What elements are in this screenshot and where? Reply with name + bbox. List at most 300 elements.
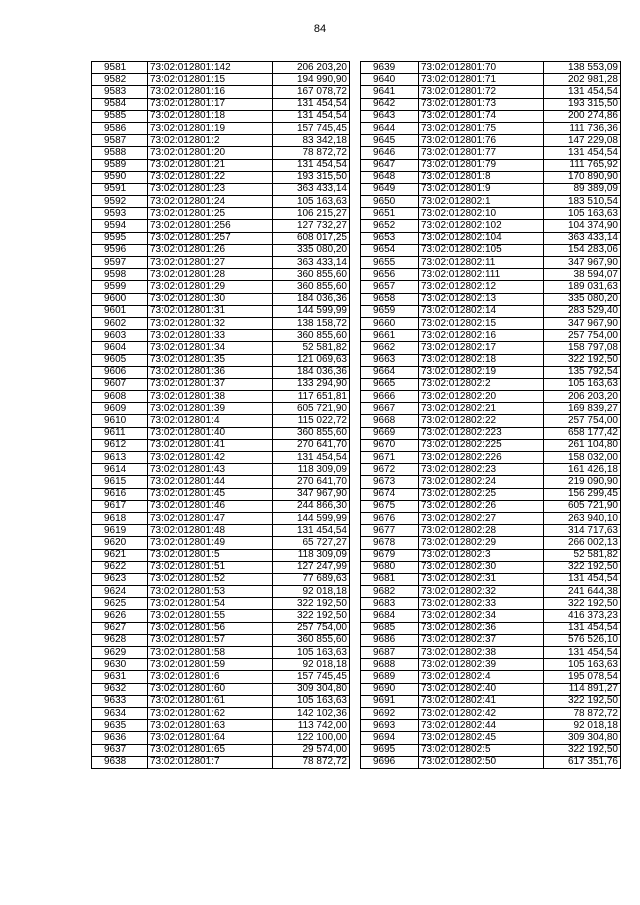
cadastral-number-cell: 73:02:012801:65: [148, 744, 273, 756]
row-number-cell: 9592: [92, 196, 148, 208]
cadastral-number-cell: 73:02:012802:111: [419, 269, 544, 281]
row-number-cell: 9688: [361, 659, 419, 671]
value-cell: 195 078,54: [544, 671, 621, 683]
cadastral-number-cell: 73:02:012802:27: [419, 512, 544, 524]
table-row: [92, 366, 350, 378]
table-row: [361, 330, 621, 342]
value-cell: 111 765,92: [544, 159, 621, 171]
table-row: [361, 598, 621, 610]
cadastral-number-cell: 73:02:012801:45: [148, 488, 273, 500]
cadastral-number-cell: 73:02:012802:13: [419, 293, 544, 305]
row-number-cell: 9657: [361, 281, 419, 293]
value-cell: 105 163,63: [273, 695, 350, 707]
cadastral-number-cell: 73:02:012801:39: [148, 403, 273, 415]
cadastral-number-cell: 73:02:012801:47: [148, 512, 273, 524]
cadastral-number-cell: 73:02:012801:34: [148, 342, 273, 354]
row-number-cell: 9682: [361, 586, 419, 598]
row-number-cell: 9683: [361, 598, 419, 610]
cadastral-number-cell: 73:02:012802:31: [419, 573, 544, 585]
row-number-cell: 9629: [92, 647, 148, 659]
cadastral-number-cell: 73:02:012802:42: [419, 707, 544, 719]
value-cell: 189 031,63: [544, 281, 621, 293]
cadastral-number-cell: 73:02:012801:44: [148, 476, 273, 488]
table-row: [92, 671, 350, 683]
value-cell: 263 940,10: [544, 512, 621, 524]
table-row: [361, 305, 621, 317]
cadastral-number-cell: 73:02:012801:71: [419, 74, 544, 86]
table-row: [92, 732, 350, 744]
table-row: [361, 647, 621, 659]
cadastral-number-cell: 73:02:012802:38: [419, 647, 544, 659]
value-cell: 270 641,70: [273, 476, 350, 488]
row-number-cell: 9628: [92, 634, 148, 646]
cadastral-number-cell: 73:02:012802:29: [419, 537, 544, 549]
value-cell: 200 274,86: [544, 110, 621, 122]
value-cell: 118 309,09: [273, 549, 350, 561]
table-row: [92, 720, 350, 732]
value-cell: 605 721,90: [544, 500, 621, 512]
row-number-cell: 9675: [361, 500, 419, 512]
value-cell: 360 855,60: [273, 427, 350, 439]
cadastral-number-cell: 73:02:012801:257: [148, 232, 273, 244]
row-number-cell: 9692: [361, 707, 419, 719]
table-row: [361, 500, 621, 512]
value-cell: 309 304,80: [273, 683, 350, 695]
value-cell: 78 872,72: [544, 707, 621, 719]
cadastral-number-cell: 73:02:012801:4: [148, 415, 273, 427]
table-row: [361, 427, 621, 439]
table-row: [361, 683, 621, 695]
value-cell: 115 022,72: [273, 415, 350, 427]
cadastral-number-cell: 73:02:012801:7: [148, 756, 273, 768]
row-number-cell: 9640: [361, 74, 419, 86]
table-row: [361, 391, 621, 403]
value-cell: 158 797,08: [544, 342, 621, 354]
table-row: [92, 549, 350, 561]
row-number-cell: 9590: [92, 171, 148, 183]
cadastral-number-cell: 73:02:012802:28: [419, 525, 544, 537]
cadastral-number-cell: 73:02:012801:20: [148, 147, 273, 159]
cadastral-number-cell: 73:02:012801:18: [148, 110, 273, 122]
value-cell: 114 891,27: [544, 683, 621, 695]
cadastral-number-cell: 73:02:012802:33: [419, 598, 544, 610]
value-cell: 92 018,18: [273, 586, 350, 598]
table-row: [92, 512, 350, 524]
page-number: 84: [313, 23, 327, 35]
row-number-cell: 9625: [92, 598, 148, 610]
cadastral-number-cell: 73:02:012802:30: [419, 561, 544, 573]
row-number-cell: 9631: [92, 671, 148, 683]
table-row: [361, 610, 621, 622]
cadastral-number-cell: 73:02:012801:17: [148, 98, 273, 110]
value-cell: 170 890,90: [544, 171, 621, 183]
cadastral-number-cell: 73:02:012801:46: [148, 500, 273, 512]
value-cell: 154 283,06: [544, 244, 621, 256]
value-cell: 261 104,80: [544, 439, 621, 451]
value-cell: 117 651,81: [273, 391, 350, 403]
cadastral-number-cell: 73:02:012802:1: [419, 196, 544, 208]
value-cell: 157 745,45: [273, 671, 350, 683]
table-row: [361, 744, 621, 756]
cadastral-number-cell: 73:02:012802:44: [419, 720, 544, 732]
row-number-cell: 9607: [92, 378, 148, 390]
value-cell: 83 342,18: [273, 135, 350, 147]
table-row: [92, 573, 350, 585]
table-row: [361, 415, 621, 427]
table-row: [92, 403, 350, 415]
row-number-cell: 9651: [361, 208, 419, 220]
value-cell: 169 839,27: [544, 403, 621, 415]
value-cell: 135 792,54: [544, 366, 621, 378]
table-row: [92, 659, 350, 671]
cadastral-number-cell: 73:02:012801:21: [148, 159, 273, 171]
table-row: [92, 147, 350, 159]
table-row: [361, 122, 621, 134]
value-cell: 206 203,20: [544, 391, 621, 403]
row-number-cell: 9644: [361, 122, 419, 134]
value-cell: 206 203,20: [273, 62, 350, 74]
row-number-cell: 9663: [361, 354, 419, 366]
cadastral-number-cell: 73:02:012801:77: [419, 147, 544, 159]
value-cell: 118 309,09: [273, 464, 350, 476]
table-row: [361, 476, 621, 488]
cadastral-number-cell: 73:02:012802:14: [419, 305, 544, 317]
value-cell: 244 866,30: [273, 500, 350, 512]
table-row: [92, 330, 350, 342]
cadastral-number-cell: 73:02:012801:49: [148, 537, 273, 549]
row-number-cell: 9612: [92, 439, 148, 451]
table-row: [361, 634, 621, 646]
row-number-cell: 9659: [361, 305, 419, 317]
value-cell: 131 454,54: [273, 110, 350, 122]
value-cell: 360 855,60: [273, 634, 350, 646]
cadastral-number-cell: 73:02:012802:24: [419, 476, 544, 488]
value-cell: 347 967,90: [544, 317, 621, 329]
table-row: [361, 488, 621, 500]
cadastral-number-cell: 73:02:012802:10: [419, 208, 544, 220]
value-cell: 131 454,54: [273, 98, 350, 110]
row-number-cell: 9635: [92, 720, 148, 732]
row-number-cell: 9597: [92, 257, 148, 269]
cadastral-number-cell: 73:02:012801:70: [419, 62, 544, 74]
row-number-cell: 9602: [92, 317, 148, 329]
value-cell: 322 192,50: [544, 354, 621, 366]
cadastral-number-cell: 73:02:012802:16: [419, 330, 544, 342]
row-number-cell: 9596: [92, 244, 148, 256]
row-number-cell: 9581: [92, 62, 148, 74]
cadastral-number-cell: 73:02:012802:3: [419, 549, 544, 561]
table-row: [92, 62, 350, 74]
value-cell: 142 102,36: [273, 707, 350, 719]
table-row: [361, 244, 621, 256]
value-cell: 104 374,90: [544, 220, 621, 232]
row-number-cell: 9613: [92, 452, 148, 464]
table-row: [361, 561, 621, 573]
value-cell: 194 990,90: [273, 74, 350, 86]
row-number-cell: 9582: [92, 74, 148, 86]
table-row: [92, 561, 350, 573]
value-cell: 157 745,45: [273, 122, 350, 134]
table-row: [92, 622, 350, 634]
table-row: [92, 537, 350, 549]
row-number-cell: 9619: [92, 525, 148, 537]
cadastral-number-cell: 73:02:012802:18: [419, 354, 544, 366]
row-number-cell: 9605: [92, 354, 148, 366]
row-number-cell: 9601: [92, 305, 148, 317]
table-row: [92, 171, 350, 183]
cadastral-number-cell: 73:02:012801:30: [148, 293, 273, 305]
cadastral-number-cell: 73:02:012801:19: [148, 122, 273, 134]
table-row: [361, 573, 621, 585]
row-number-cell: 9691: [361, 695, 419, 707]
table-row: [92, 464, 350, 476]
cadastral-number-cell: 73:02:012801:24: [148, 196, 273, 208]
table-row: [361, 110, 621, 122]
row-number-cell: 9670: [361, 439, 419, 451]
cadastral-number-cell: 73:02:012802:17: [419, 342, 544, 354]
cadastral-number-cell: 73:02:012801:256: [148, 220, 273, 232]
cadastral-number-cell: 73:02:012801:41: [148, 439, 273, 451]
row-number-cell: 9636: [92, 732, 148, 744]
cadastral-number-cell: 73:02:012801:25: [148, 208, 273, 220]
row-number-cell: 9693: [361, 720, 419, 732]
row-number-cell: 9689: [361, 671, 419, 683]
cadastral-number-cell: 73:02:012802:19: [419, 366, 544, 378]
row-number-cell: 9611: [92, 427, 148, 439]
table-row: [92, 634, 350, 646]
table-row: [361, 208, 621, 220]
table-row: [92, 488, 350, 500]
value-cell: 78 872,72: [273, 147, 350, 159]
row-number-cell: 9623: [92, 573, 148, 585]
value-cell: 193 315,50: [544, 98, 621, 110]
table-row: [92, 244, 350, 256]
row-number-cell: 9627: [92, 622, 148, 634]
row-number-cell: 9638: [92, 756, 148, 768]
row-number-cell: 9626: [92, 610, 148, 622]
cadastral-number-cell: 73:02:012801:60: [148, 683, 273, 695]
row-number-cell: 9674: [361, 488, 419, 500]
table-row: [361, 257, 621, 269]
value-cell: 106 215,27: [273, 208, 350, 220]
row-number-cell: 9662: [361, 342, 419, 354]
cadastral-table-left: [91, 61, 350, 769]
table-row: [92, 305, 350, 317]
row-number-cell: 9655: [361, 257, 419, 269]
cadastral-number-cell: 73:02:012801:57: [148, 634, 273, 646]
row-number-cell: 9598: [92, 269, 148, 281]
value-cell: 144 599,99: [273, 512, 350, 524]
table-row: [92, 610, 350, 622]
row-number-cell: 9643: [361, 110, 419, 122]
cadastral-number-cell: 73:02:012801:42: [148, 452, 273, 464]
row-number-cell: 9634: [92, 707, 148, 719]
cadastral-number-cell: 73:02:012801:22: [148, 171, 273, 183]
row-number-cell: 9658: [361, 293, 419, 305]
cadastral-number-cell: 73:02:012801:27: [148, 257, 273, 269]
table-row: [361, 342, 621, 354]
cadastral-number-cell: 73:02:012801:2: [148, 135, 273, 147]
table-row: [92, 74, 350, 86]
row-number-cell: 9672: [361, 464, 419, 476]
value-cell: 29 574,00: [273, 744, 350, 756]
value-cell: 605 721,90: [273, 403, 350, 415]
value-cell: 335 080,20: [544, 293, 621, 305]
value-cell: 257 754,00: [273, 622, 350, 634]
table-row: [92, 586, 350, 598]
row-number-cell: 9661: [361, 330, 419, 342]
table-row: [361, 293, 621, 305]
value-cell: 322 192,50: [544, 598, 621, 610]
row-number-cell: 9668: [361, 415, 419, 427]
value-cell: 363 433,14: [273, 183, 350, 195]
value-cell: 266 002,13: [544, 537, 621, 549]
cadastral-number-cell: 73:02:012802:37: [419, 634, 544, 646]
value-cell: 89 389,09: [544, 183, 621, 195]
row-number-cell: 9583: [92, 86, 148, 98]
value-cell: 219 090,90: [544, 476, 621, 488]
value-cell: 309 304,80: [544, 732, 621, 744]
value-cell: 314 717,63: [544, 525, 621, 537]
row-number-cell: 9649: [361, 183, 419, 195]
value-cell: 144 599,99: [273, 305, 350, 317]
row-number-cell: 9618: [92, 512, 148, 524]
table-row: [92, 98, 350, 110]
cadastral-table-right: [360, 61, 621, 769]
value-cell: 360 855,60: [273, 269, 350, 281]
row-number-cell: 9606: [92, 366, 148, 378]
value-cell: 121 069,63: [273, 354, 350, 366]
table-row: [361, 695, 621, 707]
value-cell: 52 581,82: [544, 549, 621, 561]
value-cell: 416 373,23: [544, 610, 621, 622]
table-row: [92, 86, 350, 98]
table-row: [92, 378, 350, 390]
row-number-cell: 9599: [92, 281, 148, 293]
cadastral-number-cell: 73:02:012801:5: [148, 549, 273, 561]
value-cell: 52 581,82: [273, 342, 350, 354]
cadastral-number-cell: 73:02:012802:104: [419, 232, 544, 244]
row-number-cell: 9637: [92, 744, 148, 756]
table-row: [92, 707, 350, 719]
table-row: [361, 464, 621, 476]
cadastral-number-cell: 73:02:012802:21: [419, 403, 544, 415]
table-row: [361, 659, 621, 671]
row-number-cell: 9641: [361, 86, 419, 98]
row-number-cell: 9652: [361, 220, 419, 232]
value-cell: 156 299,45: [544, 488, 621, 500]
table-row: [361, 281, 621, 293]
cadastral-number-cell: 73:02:012802:22: [419, 415, 544, 427]
cadastral-number-cell: 73:02:012801:63: [148, 720, 273, 732]
table-row: [361, 549, 621, 561]
row-number-cell: 9620: [92, 537, 148, 549]
cadastral-number-cell: 73:02:012802:50: [419, 756, 544, 768]
value-cell: 257 754,00: [544, 415, 621, 427]
row-number-cell: 9694: [361, 732, 419, 744]
row-number-cell: 9647: [361, 159, 419, 171]
row-number-cell: 9594: [92, 220, 148, 232]
row-number-cell: 9600: [92, 293, 148, 305]
row-number-cell: 9603: [92, 330, 148, 342]
table-row: [361, 452, 621, 464]
cadastral-number-cell: 73:02:012801:31: [148, 305, 273, 317]
table-row: [92, 427, 350, 439]
cadastral-number-cell: 73:02:012801:54: [148, 598, 273, 610]
table-row: [361, 439, 621, 451]
cadastral-number-cell: 73:02:012801:35: [148, 354, 273, 366]
row-number-cell: 9639: [361, 62, 419, 74]
table-row: [92, 647, 350, 659]
cadastral-number-cell: 73:02:012802:26: [419, 500, 544, 512]
table-row: [92, 500, 350, 512]
value-cell: 105 163,63: [544, 659, 621, 671]
value-cell: 322 192,50: [273, 610, 350, 622]
value-cell: 131 454,54: [544, 573, 621, 585]
table-row: [361, 183, 621, 195]
cadastral-number-cell: 73:02:012802:2: [419, 378, 544, 390]
cadastral-number-cell: 73:02:012801:59: [148, 659, 273, 671]
table-row: [361, 147, 621, 159]
table-row: [92, 695, 350, 707]
table-row: [92, 525, 350, 537]
value-cell: 360 855,60: [273, 330, 350, 342]
row-number-cell: 9680: [361, 561, 419, 573]
cadastral-number-cell: 73:02:012801:61: [148, 695, 273, 707]
cadastral-number-cell: 73:02:012802:40: [419, 683, 544, 695]
cadastral-number-cell: 73:02:012801:37: [148, 378, 273, 390]
table-row: [361, 756, 621, 768]
value-cell: 105 163,63: [544, 378, 621, 390]
row-number-cell: 9678: [361, 537, 419, 549]
cadastral-number-cell: 73:02:012802:5: [419, 744, 544, 756]
table-row: [361, 366, 621, 378]
row-number-cell: 9585: [92, 110, 148, 122]
value-cell: 322 192,50: [544, 744, 621, 756]
value-cell: 193 315,50: [273, 171, 350, 183]
table-row: [92, 269, 350, 281]
value-cell: 77 689,63: [273, 573, 350, 585]
row-number-cell: 9584: [92, 98, 148, 110]
cadastral-number-cell: 73:02:012802:32: [419, 586, 544, 598]
row-number-cell: 9665: [361, 378, 419, 390]
table-row: [361, 403, 621, 415]
row-number-cell: 9671: [361, 452, 419, 464]
row-number-cell: 9633: [92, 695, 148, 707]
table-row: [361, 135, 621, 147]
table-row: [361, 74, 621, 86]
value-cell: 127 732,27: [273, 220, 350, 232]
value-cell: 105 163,63: [273, 647, 350, 659]
cadastral-number-cell: 73:02:012801:48: [148, 525, 273, 537]
table-row: [92, 317, 350, 329]
value-cell: 184 036,36: [273, 366, 350, 378]
row-number-cell: 9617: [92, 500, 148, 512]
value-cell: 131 454,54: [544, 647, 621, 659]
cadastral-number-cell: 73:02:012802:23: [419, 464, 544, 476]
table-row: [92, 452, 350, 464]
row-number-cell: 9587: [92, 135, 148, 147]
row-number-cell: 9588: [92, 147, 148, 159]
value-cell: 363 433,14: [273, 257, 350, 269]
row-number-cell: 9664: [361, 366, 419, 378]
value-cell: 617 351,76: [544, 756, 621, 768]
table-row: [361, 537, 621, 549]
table-row: [92, 208, 350, 220]
cadastral-number-cell: 73:02:012801:15: [148, 74, 273, 86]
row-number-cell: 9681: [361, 573, 419, 585]
value-cell: 138 158,72: [273, 317, 350, 329]
